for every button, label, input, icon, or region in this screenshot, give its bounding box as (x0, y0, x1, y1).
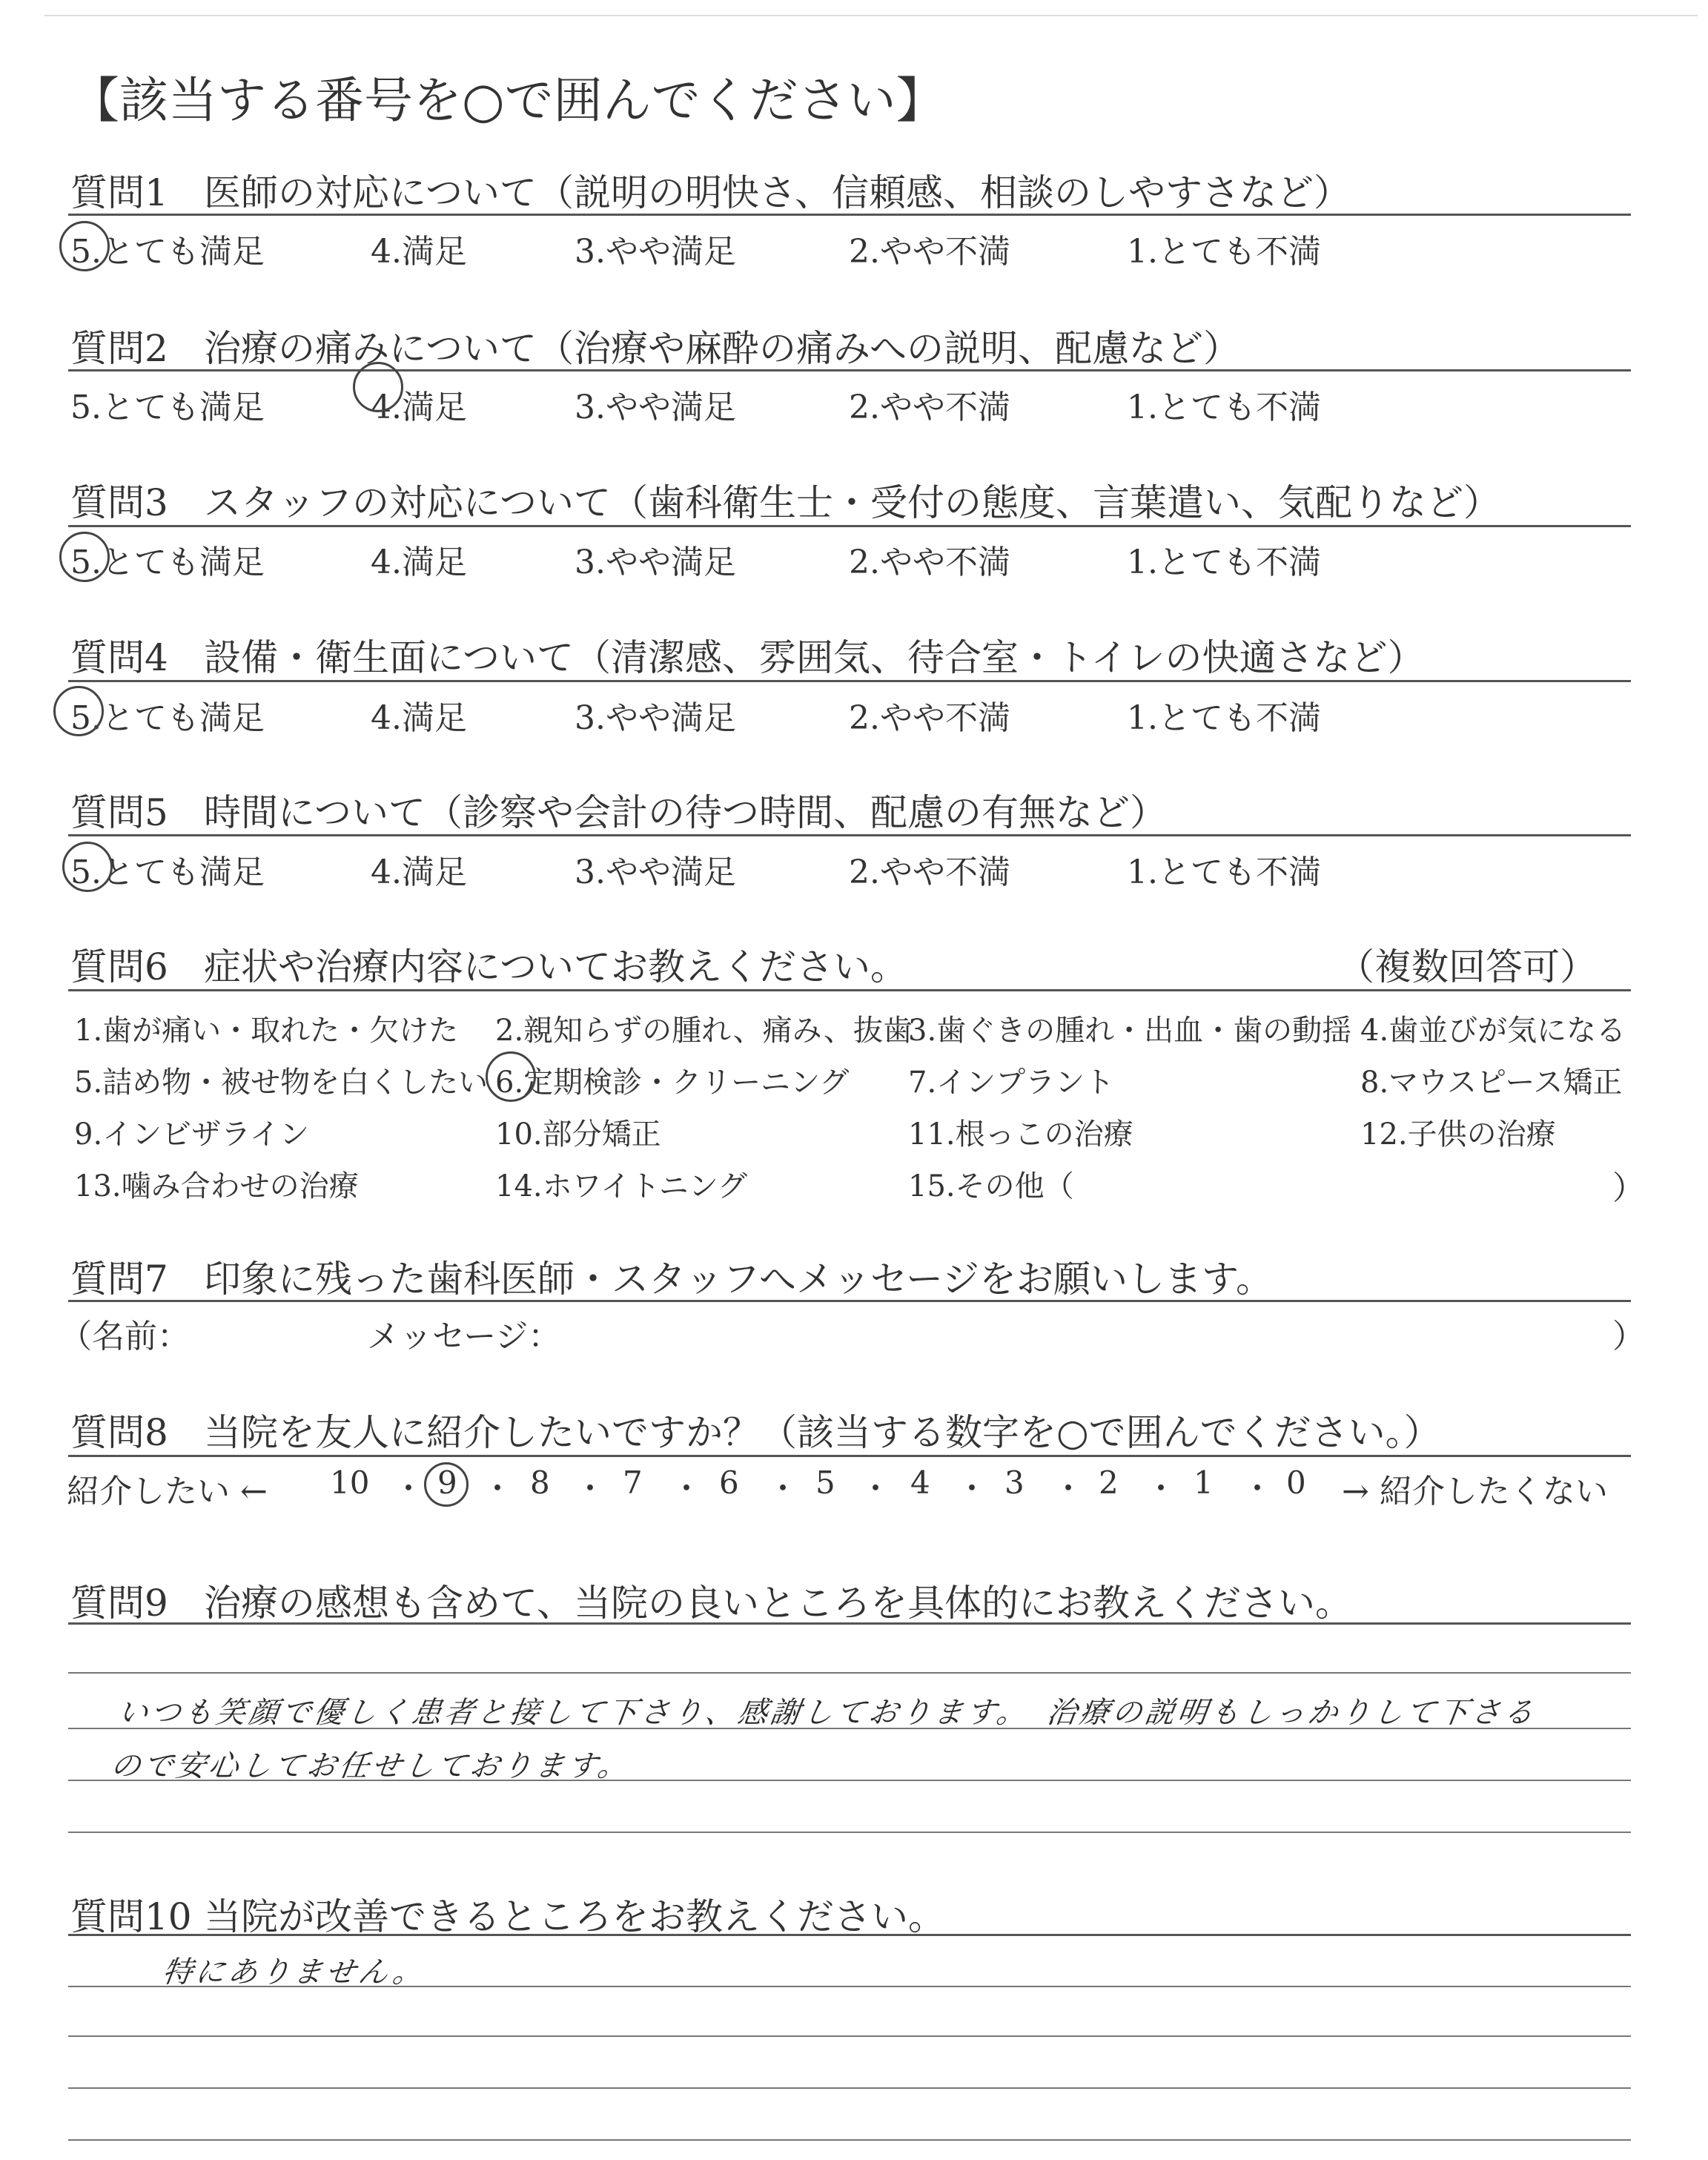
question-3-text: スタッフの対応について（歯科衛生士・受付の態度、言葉遣い、気配りなど） (204, 481, 1500, 524)
scale-sep: ・ (860, 1470, 892, 1507)
question-2-text: 治療の痛みについて（治療や麻酔の痛みへの説明、配慮など） (204, 327, 1240, 370)
q2-option-5[interactable]: 5.とても満足 (70, 389, 265, 426)
scale-sep: ・ (393, 1470, 425, 1507)
question-5-heading (70, 783, 1167, 836)
question-7-text: 印象に残った歯科医師・スタッフへメッセージをお願いします。 (204, 1258, 1273, 1301)
scale-sep: ・ (575, 1470, 606, 1507)
q4-option-5[interactable]: 5.とても満足 (70, 699, 265, 737)
q1-selection-circle (59, 221, 110, 271)
q3-option-5[interactable]: 5.とても満足 (70, 544, 265, 581)
scale-7[interactable]: 7 (623, 1464, 643, 1501)
q6-item-14[interactable]: 14.ホワイトニング (495, 1169, 748, 1203)
q5-option-4[interactable]: 4.満足 (371, 853, 467, 891)
scale-sep: ・ (1053, 1470, 1085, 1507)
q6-item-3[interactable]: 3.歯ぐきの腫れ・出血・歯の動揺 (908, 1014, 1352, 1048)
question-2-number: 質問2 (70, 327, 168, 370)
q9-handwritten-line-2: ので安心してお任せしております。 (108, 1749, 633, 1783)
question-4-text: 設備・衛生面について（清潔感、雰囲気、待合室・トイレの快適さなど） (204, 636, 1425, 679)
scale-10[interactable]: 10 (330, 1464, 370, 1501)
q1-option-2[interactable]: 2.やや不満 (849, 233, 1010, 271)
answer-line (68, 1780, 1631, 1781)
question-1-text: 医師の対応について（説明の明快さ、信頼感、相談のしやすさなど） (204, 171, 1351, 214)
answer-line (68, 2087, 1631, 2089)
question-6-heading (70, 937, 907, 991)
q2-option-1[interactable]: 1.とても不満 (1127, 389, 1321, 426)
q10-handwritten-answer: 特にありません。 (160, 1955, 428, 1989)
scale-sep: ・ (1242, 1470, 1274, 1507)
q5-option-2[interactable]: 2.やや不満 (849, 853, 1010, 891)
scale-sep: ・ (482, 1470, 514, 1507)
q6-other-close-paren: ） (1612, 1169, 1645, 1207)
scale-3[interactable]: 3 (1004, 1464, 1025, 1501)
message-field-label: メッセージ： (367, 1318, 561, 1355)
question-7-heading (70, 1249, 1273, 1303)
multiple-answers-note: （複数回答可） (1337, 945, 1597, 988)
q7-close-paren: ） (1612, 1318, 1645, 1355)
q9-handwritten-line-1: いつも笑顔で優しく患者と接して下さり、感謝しております。 治療の説明もしっかりして下さる (116, 1696, 1539, 1730)
q6-item-12[interactable]: 12.子供の治療 (1360, 1117, 1556, 1152)
answer-line (68, 2139, 1631, 2141)
question-10-heading (70, 1887, 945, 1941)
answer-line (68, 1672, 1631, 1674)
answer-line (68, 2035, 1631, 2037)
scale-4[interactable]: 4 (910, 1464, 930, 1501)
q6-item-4[interactable]: 4.歯並びが気になる (1360, 1014, 1626, 1048)
q6-item-6[interactable]: 6.定期検診・クリーニング (495, 1066, 850, 1100)
question-6-rule (68, 989, 1631, 991)
recommend-right-label: → 紹介したくない (1342, 1473, 1608, 1510)
question-9-text: 治療の感想も含めて、当院の良いところを具体的にお教えください。 (204, 1582, 1352, 1625)
question-4-number: 質問4 (70, 636, 168, 679)
q4-option-1[interactable]: 1.とても不満 (1127, 699, 1321, 737)
scale-2[interactable]: 2 (1099, 1464, 1119, 1501)
question-10-rule (68, 1934, 1631, 1936)
question-9-heading (70, 1573, 1352, 1627)
q6-item-13[interactable]: 13.噛み合わせの治療 (74, 1169, 359, 1203)
q6-item-8[interactable]: 8.マウスピース矯正 (1360, 1066, 1623, 1100)
question-8-text: 当院を友人に紹介したいですか？（該当する数字を○で囲んでください。） (204, 1411, 1441, 1454)
question-7-rule (68, 1300, 1631, 1302)
q6-selection-circle (486, 1051, 536, 1102)
question-4-heading (70, 628, 1425, 681)
scale-9[interactable]: 9 (437, 1464, 457, 1501)
q1-option-1[interactable]: 1.とても不満 (1127, 233, 1321, 271)
question-5-text: 時間について（診察や会計の待つ時間、配慮の有無など） (204, 791, 1167, 834)
q6-item-15[interactable]: 15.その他（ (908, 1169, 1074, 1203)
scale-8[interactable]: 8 (530, 1464, 550, 1501)
question-4-rule (68, 680, 1631, 682)
question-5-rule (68, 834, 1631, 836)
q6-item-1[interactable]: 1.歯が痛い・取れた・欠けた (74, 1014, 459, 1048)
q2-option-2[interactable]: 2.やや不満 (849, 389, 1010, 426)
q3-option-1[interactable]: 1.とても不満 (1127, 544, 1321, 581)
q5-option-3[interactable]: 3.やや満足 (575, 853, 736, 891)
q2-option-3[interactable]: 3.やや満足 (575, 389, 736, 426)
question-9-number: 質問9 (70, 1582, 168, 1625)
q4-option-3[interactable]: 3.やや満足 (575, 699, 736, 737)
scale-sep: ・ (1145, 1470, 1177, 1507)
answer-line (68, 1832, 1631, 1833)
q4-option-2[interactable]: 2.やや不満 (849, 699, 1010, 737)
q4-selection-circle (53, 686, 104, 736)
q6-item-7[interactable]: 7.インプラント (908, 1066, 1115, 1100)
q6-item-10[interactable]: 10.部分矯正 (495, 1117, 661, 1152)
q5-option-5[interactable]: 5.とても満足 (70, 853, 265, 891)
question-1-number: 質問1 (70, 171, 168, 214)
scale-6[interactable]: 6 (719, 1464, 739, 1501)
scale-0[interactable]: 0 (1286, 1464, 1306, 1501)
q5-option-1[interactable]: 1.とても不満 (1127, 853, 1321, 891)
q3-option-2[interactable]: 2.やや不満 (849, 544, 1010, 581)
q1-option-3[interactable]: 3.やや満足 (575, 233, 736, 271)
recommend-left-label: 紹介したい ← (67, 1473, 268, 1510)
question-3-rule (68, 525, 1631, 527)
question-7-number: 質問7 (70, 1258, 168, 1301)
question-8-rule (68, 1455, 1631, 1457)
question-3-heading (70, 473, 1500, 526)
question-6-number: 質問6 (70, 945, 168, 988)
q3-selection-circle (59, 532, 110, 582)
answer-line (68, 1986, 1631, 1987)
q3-option-3[interactable]: 3.やや満足 (575, 544, 736, 581)
scale-1[interactable]: 1 (1194, 1464, 1214, 1501)
q4-option-4[interactable]: 4.満足 (371, 699, 467, 737)
q6-item-11[interactable]: 11.根っこの治療 (908, 1117, 1133, 1152)
top-edge-rule (44, 15, 1698, 16)
q6-item-2[interactable]: 2.親知らずの腫れ、痛み、抜歯 (495, 1014, 913, 1048)
q5-selection-circle (62, 842, 113, 892)
question-2-rule (68, 369, 1631, 371)
name-field-label: （名前： (59, 1318, 190, 1355)
question-6-text: 症状や治療内容についてお教えください。 (204, 945, 907, 988)
question-9-rule (68, 1622, 1631, 1625)
question-5-number: 質問5 (70, 791, 168, 834)
question-10-number: 質問10 (70, 1895, 192, 1938)
scale-5[interactable]: 5 (815, 1464, 835, 1501)
q2-option-4[interactable]: 4.満足 (371, 389, 467, 426)
scale-sep: ・ (767, 1470, 799, 1507)
form-title: 【該当する番号を○で囲んでください】 (70, 72, 945, 129)
question-2-heading (70, 319, 1240, 372)
q6-item-9[interactable]: 9.インビザライン (74, 1117, 309, 1152)
question-1-rule (68, 214, 1631, 216)
answer-line (68, 1728, 1631, 1729)
question-10-text: 当院が改善できるところをお教えください。 (204, 1895, 945, 1938)
q6-item-5[interactable]: 5.詰め物・被せ物を白くしたい (74, 1066, 489, 1100)
q8-selection-circle (424, 1462, 469, 1507)
question-8-number: 質問8 (70, 1411, 168, 1454)
q2-selection-circle (353, 362, 403, 412)
scale-sep: ・ (956, 1470, 988, 1507)
question-8-heading (70, 1403, 1441, 1456)
q1-option-5[interactable]: 5.とても満足 (70, 233, 265, 271)
question-3-number: 質問3 (70, 481, 168, 524)
question-1-heading (70, 163, 1351, 217)
scale-sep: ・ (671, 1470, 703, 1507)
q3-option-4[interactable]: 4.満足 (371, 544, 467, 581)
q1-option-4[interactable]: 4.満足 (371, 233, 467, 271)
